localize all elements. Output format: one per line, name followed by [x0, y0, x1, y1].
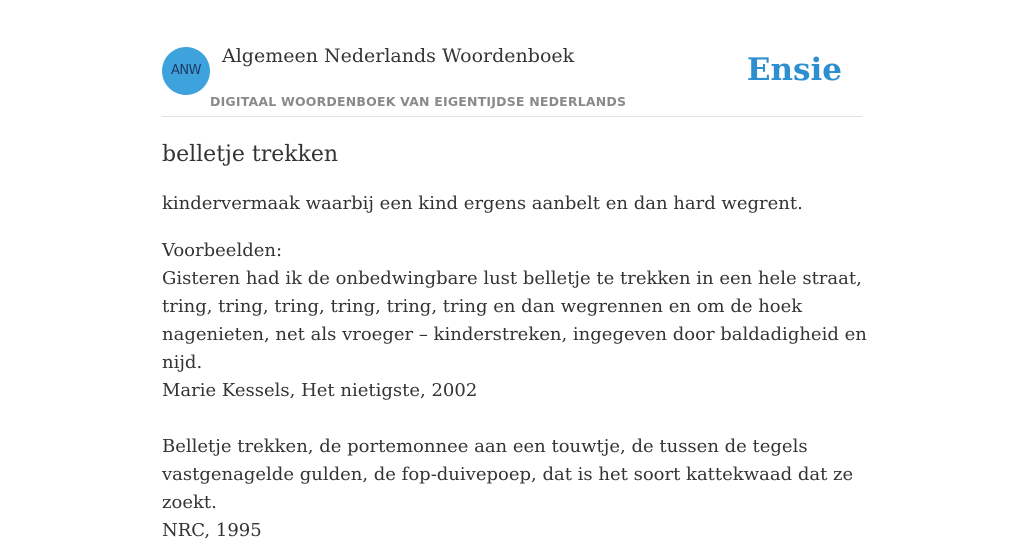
site-tagline: DIGITAAL WOORDENBOEK VAN EIGENTIJDSE NEDERLANDS: [210, 94, 627, 109]
site-header: [162, 0, 862, 117]
examples-heading: Voorbeelden:: [162, 240, 283, 261]
example-quote: Gisteren had ik de onbedwingbare lust belletje te trekken in een hele straat, tring, tring, tring, tring, tring, tring en dan wegrennen en om de hoek nagenieten, net als vroeger – kinderstreken, ingegeven door baldadigheid en nijd.: [162, 268, 867, 373]
example-item: [162, 433, 867, 545]
entry-definition: kindervermaak waarbij een kind ergens aanbelt en dan hard wegrent.: [162, 193, 803, 214]
entry-term: belletje trekken: [162, 142, 339, 167]
site-title[interactable]: Algemeen Nederlands Woordenboek: [222, 45, 575, 67]
example-source: Marie Kessels, Het nietigste, 2002: [162, 380, 478, 401]
entry-content: [162, 139, 867, 545]
example-source: NRC, 1995: [162, 520, 262, 541]
example-item: [162, 265, 867, 405]
example-quote: Belletje trekken, de portemonnee aan een touwtje, de tussen de tegels vastgenagelde gulden, de fop-duivepoep, dat is het soort kattekwaad dat ze zoekt.: [162, 436, 854, 513]
anw-logo[interactable]: ANW: [162, 47, 210, 95]
ensie-brand-link[interactable]: Ensie: [746, 52, 842, 88]
